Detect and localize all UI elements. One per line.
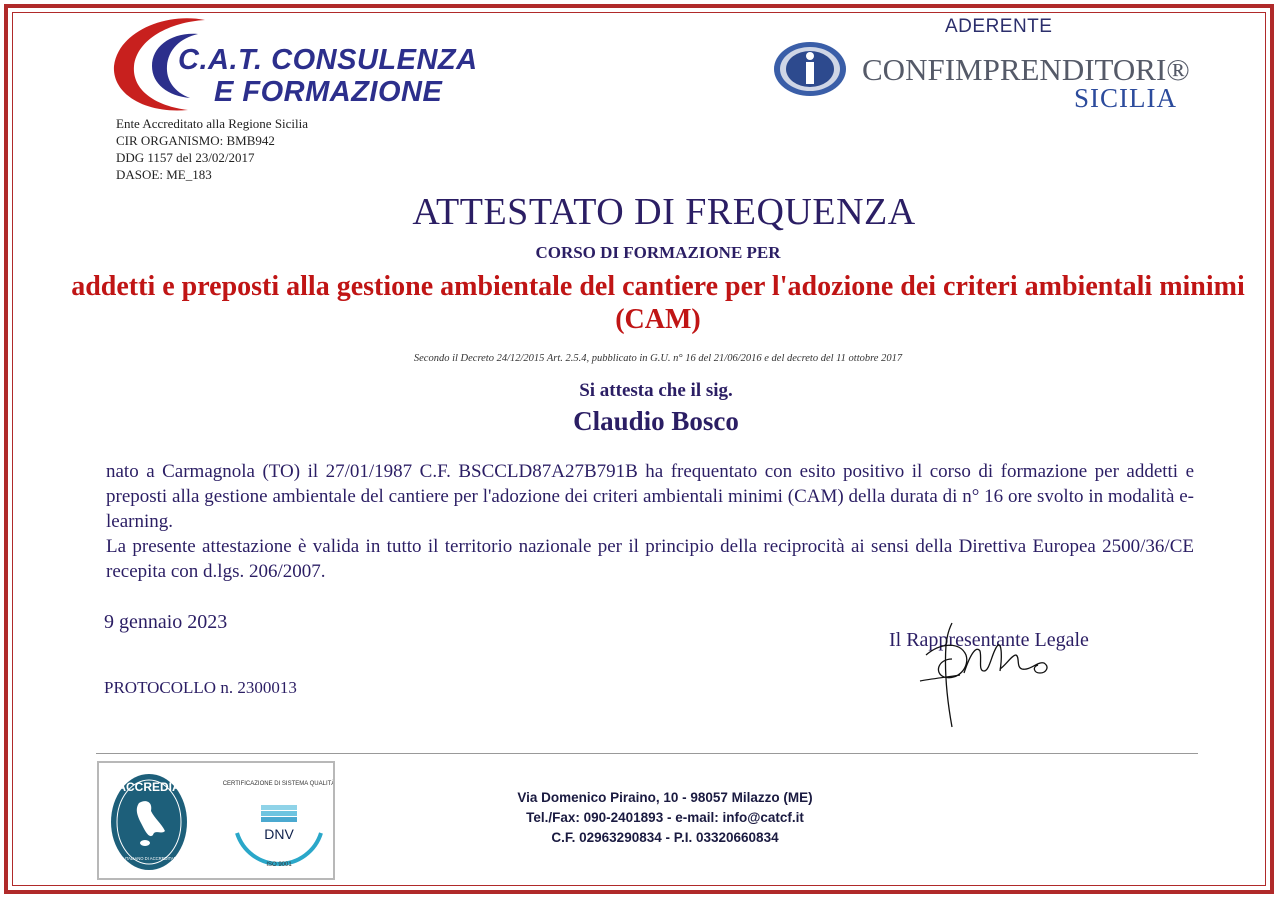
brand-name-line2: E FORMAZIONE: [214, 76, 443, 108]
company-contacts: [420, 788, 910, 848]
certification-badges: [97, 761, 335, 880]
accreditation-line: DASOE: ME_183: [116, 167, 212, 182]
handwritten-signature-icon: [900, 615, 1070, 735]
participant-name: Claudio Bosco: [573, 406, 739, 436]
dnv-iso9001-badge-icon: [223, 770, 333, 870]
decree-reference: Secondo il Decreto 24/12/2015 Art. 2.5.4, pubblicato in G.U. n° 16 del 21/06/2016 e del decreto del 11 ottobre 2017: [413, 353, 903, 364]
protocol-number: PROTOCOLLO n. 2300013: [104, 678, 297, 697]
partner-region: SICILIA: [1074, 83, 1177, 113]
accreditation-info: [116, 115, 308, 183]
footer-divider: [96, 753, 1198, 754]
issue-date: 9 gennaio 2023: [104, 611, 228, 633]
aderente-label: ADERENTE: [945, 16, 1053, 37]
accreditation-line: Ente Accreditato alla Regione Sicilia: [116, 116, 309, 131]
body-paragraph: nato a Carmagnola (TO) il 27/01/1987 C.F. BSCCLD87A27B791B ha frequentato con esito positivo il corso di formazione per addetti e preposti alla gestione ambientale del cantiere per l'adozione dei criteri ambientali minimi (CAM) della durata di n° 16 ore svolto in modalità e-learning.: [106, 461, 1194, 532]
confimprenditori-logo-icon: [772, 40, 848, 98]
accredia-name: ACCREDIA: [117, 780, 181, 794]
body-paragraph: La presente attestazione è valida in tutto il territorio nazionale per il principio della reciprocità ai sensi della Direttiva Europea 2500/36/CE recepita con d.lgs. 206/2007.: [106, 536, 1194, 582]
accredia-subtitle: L'ENTE ITALIANO DI ACCREDITAMENTO: [109, 856, 189, 861]
certificate-title: ATTESTATO DI FREQUENZA: [412, 191, 916, 233]
company-phone-email: Tel./Fax: 090-2401893 - e-mail: info@catcf.it: [526, 810, 804, 825]
badges-graphic: [99, 763, 333, 878]
dnv-standard: ISO 9001: [266, 862, 292, 868]
certificate-subtitle: CORSO DI FORMAZIONE PER: [535, 243, 781, 262]
certificate-body: [106, 459, 1194, 584]
dnv-name: DNV: [264, 826, 294, 842]
attestation-intro: Si attesta che il sig.: [579, 380, 733, 401]
brand-name-line1: C.A.T. CONSULENZA: [178, 44, 478, 76]
accredia-badge-icon: [109, 774, 189, 870]
signatory-label: Il Rappresentante Legale: [889, 629, 1089, 651]
company-address: Via Domenico Piraino, 10 - 98057 Milazzo (ME): [517, 790, 813, 805]
dnv-ring-text: CERTIFICAZIONE DI SISTEMA QUALITÀ: [222, 781, 333, 787]
accreditation-line: DDG 1157 del 23/02/2017: [116, 150, 255, 165]
company-tax-ids: C.F. 02963290834 - P.I. 03320660834: [551, 830, 779, 845]
accreditation-line: CIR ORGANISMO: BMB942: [116, 133, 275, 148]
course-title: addetti e preposti alla gestione ambientale del cantiere per l'adozione dei criteri ambientali minimi (CAM): [71, 271, 1245, 335]
partner-name: CONFIMPRENDITORI®: [862, 52, 1190, 87]
